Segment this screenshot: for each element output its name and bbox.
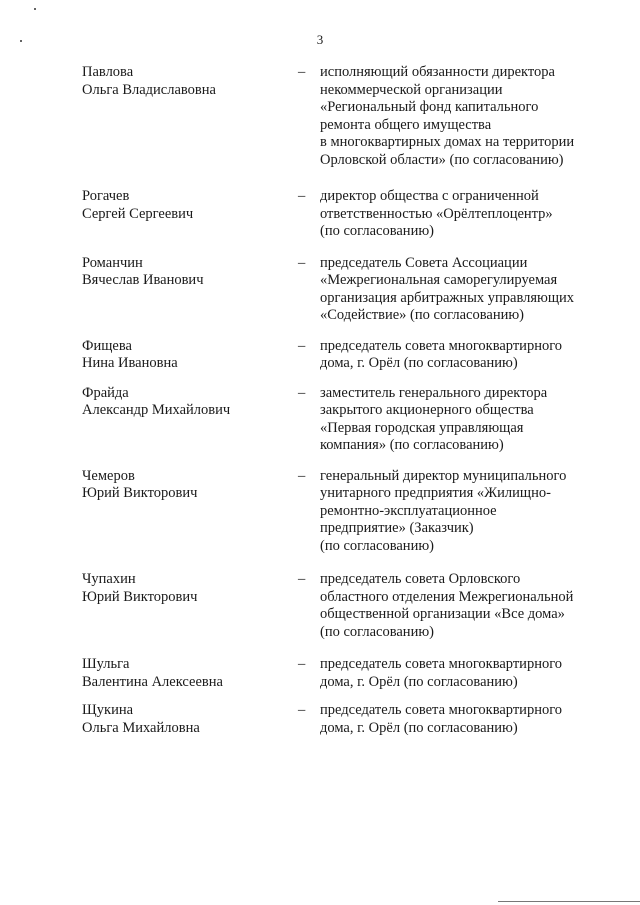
member-name: [82, 255, 282, 290]
surname: Фищева: [82, 337, 132, 354]
member-entry: [0, 702, 640, 737]
member-role: [320, 188, 620, 241]
role-line: дома, г. Орёл (по согласованию): [320, 355, 518, 371]
role-line: дома, г. Орёл (по согласованию): [320, 719, 518, 736]
dash-separator: –: [298, 571, 306, 587]
member-entry: [0, 468, 640, 556]
role-line: «Первая городская управляющая: [320, 419, 524, 436]
role-line: организация арбитражных управляющих: [320, 289, 575, 306]
dash-separator: –: [298, 656, 306, 672]
role-line: (по согласованию): [320, 537, 434, 554]
given-names: Сергей Сергеевич: [82, 205, 194, 222]
member-entry: [0, 385, 640, 455]
scan-edge-line: [498, 901, 640, 902]
role-line: Орловской области» (по согласованию): [320, 151, 564, 168]
given-names: Александр Михайлович: [82, 402, 231, 418]
given-names: Ольга Владиславовна: [82, 81, 216, 98]
member-name: [82, 338, 282, 373]
surname: Фрайда: [82, 384, 129, 401]
member-role: [320, 468, 620, 556]
member-role: [320, 702, 620, 737]
dash-separator: –: [298, 64, 306, 80]
surname: Щукина: [82, 702, 134, 718]
member-entry: [0, 255, 640, 325]
role-line: ремонтно-эксплуатационное: [320, 502, 497, 519]
role-line: председатель Совета Ассоциации: [320, 254, 528, 271]
role-line: ответственностью «Орёлтеплоцентр»: [320, 205, 553, 222]
member-role: [320, 64, 620, 169]
member-name: [82, 702, 282, 737]
member-name: [82, 188, 282, 223]
dash-separator: –: [298, 467, 306, 484]
page-number: 3: [316, 32, 324, 47]
role-line: общественной организации «Все дома»: [320, 606, 565, 622]
given-names: Ольга Михайловна: [82, 719, 200, 736]
role-line: заместитель генерального директора: [320, 384, 548, 401]
surname: Чупахин: [82, 571, 136, 587]
role-line: «Региональный фонд капитального: [320, 99, 539, 115]
member-name: [82, 571, 282, 606]
role-line: некоммерческой организации: [320, 81, 503, 98]
given-names: Юрий Викторович: [82, 485, 198, 501]
role-line: областного отделения Межрегиональной: [320, 588, 574, 605]
role-line: (по согласованию): [320, 623, 434, 640]
member-role: [320, 571, 620, 641]
role-line: исполняющий обязанности директора: [320, 64, 555, 80]
member-entry: [0, 64, 640, 169]
given-names: Вячеслав Иванович: [82, 272, 204, 288]
role-line: предприятие» (Заказчик): [320, 520, 474, 536]
dash-separator: –: [298, 188, 306, 204]
role-line: компания» (по согласованию): [320, 437, 504, 453]
member-entry: [0, 338, 640, 373]
role-line: ремонта общего имущества: [320, 116, 492, 133]
dash-separator: –: [298, 384, 306, 401]
member-name: [82, 468, 282, 503]
dash-separator: –: [298, 254, 306, 271]
given-names: Юрий Викторович: [82, 588, 198, 605]
dash-separator: –: [298, 702, 306, 718]
member-role: [320, 338, 620, 373]
role-line: председатель совета многоквартирного: [320, 337, 563, 354]
role-line: «Межрегиональная саморегулируемая: [320, 272, 558, 288]
member-list: [0, 64, 640, 737]
role-line: унитарного предприятия «Жилищно-: [320, 485, 551, 501]
member-name: [82, 64, 282, 99]
role-line: председатель совета многоквартирного: [320, 702, 563, 718]
role-line: директор общества с ограниченной: [320, 188, 539, 204]
member-role: [320, 385, 620, 455]
role-line: в многоквартирных домах на территории: [320, 134, 575, 150]
role-line: председатель совета многоквартирного: [320, 656, 563, 672]
member-name: [82, 385, 282, 420]
dash-separator: –: [298, 337, 306, 354]
member-entry: [0, 656, 640, 691]
role-line: генеральный директор муниципального: [320, 467, 567, 484]
role-line: закрытого акционерного общества: [320, 402, 534, 418]
surname: Чемеров: [82, 467, 135, 484]
surname: Шульга: [82, 656, 130, 672]
role-line: «Содействие» (по согласованию): [320, 307, 525, 323]
scan-speck: [34, 8, 36, 10]
surname: Романчин: [82, 254, 143, 271]
role-line: дома, г. Орёл (по согласованию): [320, 673, 518, 690]
given-names: Валентина Алексеевна: [82, 673, 223, 690]
member-name: [82, 656, 282, 691]
member-role: [320, 656, 620, 691]
member-entry: [0, 188, 640, 241]
role-line: председатель совета Орловского: [320, 571, 521, 587]
surname: Рогачев: [82, 188, 130, 204]
member-entry: [0, 571, 640, 641]
given-names: Нина Ивановна: [82, 355, 178, 371]
member-role: [320, 255, 620, 325]
surname: Павлова: [82, 64, 134, 80]
role-line: (по согласованию): [320, 223, 434, 239]
